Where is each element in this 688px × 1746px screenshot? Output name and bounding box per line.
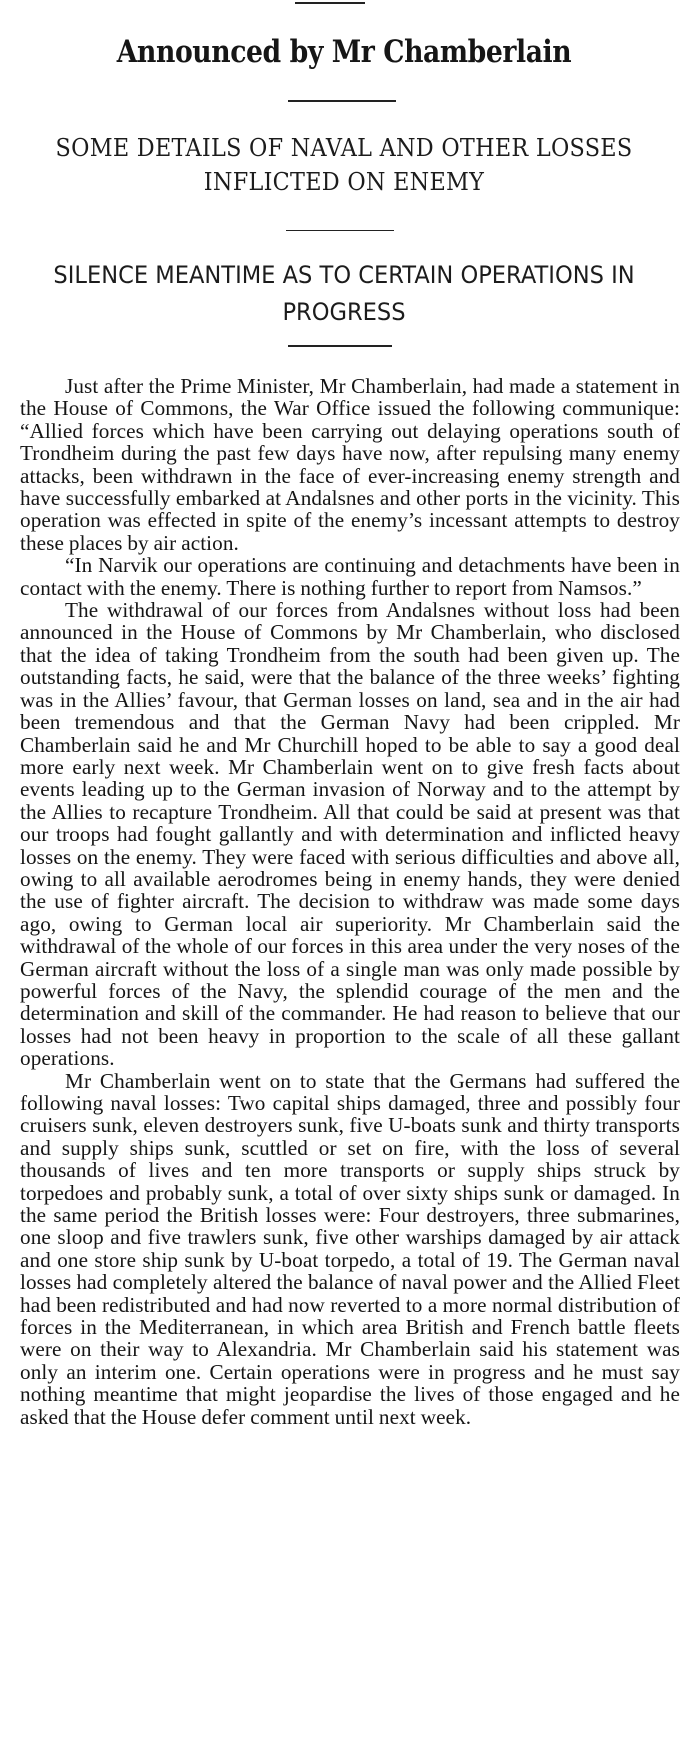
article-paragraph: The withdrawal of our forces from Andalsnes without loss had been announced in the House of Commons by Mr Chamberlain, who disclosed that the idea of taking Trondheim from the south had been given up. The outstanding facts, he said, were that the balance of the three weeks’ fighting was in the Allies’ favour, that German losses on land, sea and in the air had been tremendous and that the German Navy had been crippled. Mr Chamberlain said he and Mr Churchill hoped to be able to say a good deal more early next week. Mr Chamberlain went on to give fresh facts about events leading up to the German invasion of Norway and to the attempt by the Allies to recapture Trondheim. All that could be said at present was that our troops had fought gallantly and with determination and inflicted heavy losses on the enemy. They were faced with serious difficulties and above all, owing to all available aerodromes being in enemy hands, they were denied the use of fighter aircraft. The decision to withdraw was made some days ago, owing to German local air superiority. Mr Chamberlain said the withdrawal of the whole of our forces in this area under the very noses of the German aircraft without the loss of a single man was only made possible by powerful forces of the Navy, the splendid courage of the men and the determination and skill of the commander. He had reason to believe that our losses had not been heavy in proportion to the scale of all these gallant operations. bbox=[20, 598, 680, 1071]
divider-rule bbox=[288, 345, 392, 347]
article-paragraph: Mr Chamberlain went on to state that the Germans had suffered the following naval losses: Two capital ships damaged, three and possibly four cruisers sunk, eleven destroyers sunk, five U-boats sunk and thirty transports and supply ships sunk, scuttled or set on fire, with the loss of several thousands of lives and ten more transports or supply ships struck by torpedoes and probably sunk, a total of over sixty ships sunk or damaged. In the same period the British losses were: Four destroyers, three submarines, one sloop and five trawlers sunk, five other warships damaged by air attack and one store ship sunk by U-boat torpedo, a total of 19. The German naval losses had completely altered the balance of naval power and the Allied Fleet had been redistributed and had now reverted to a more normal distribution of forces in the Mediterranean, in which area British and French battle fleets were on their way to Alexandria. Mr Chamberlain said his statement was only an interim one. Certain operations were in progress and he must say nothing meantime that might jeopardise the lives of those engaged and he asked that the House defer comment until next week. bbox=[20, 1068, 680, 1429]
subheadline-naval-losses: SOME DETAILS OF NAVAL AND OTHER LOSSES INFLICTED ON ENEMY bbox=[55, 134, 633, 196]
subheadline-silence: SILENCE MEANTIME AS TO CERTAIN OPERATIONS IN PROGRESS bbox=[53, 261, 635, 326]
article-paragraph: “In Narvik our operations are continuing and detachments have been in contact with the enemy. There is nothing further to report from Namsos.” bbox=[20, 553, 680, 600]
divider-rule bbox=[286, 230, 394, 231]
top-rule bbox=[295, 2, 365, 4]
headline: Announced by Mr Chamberlain bbox=[116, 34, 572, 70]
article-paragraph: Just after the Prime Minister, Mr Chamberlain, had made a statement in the House of Commons, the War Office issued the following communique: “Allied forces which have been carrying out delaying operations south of Trondheim during the past few days have now, after repulsing many enemy attacks, been withdrawn in the face of ever-increasing enemy strength and have successfully embarked at Andalsnes and other ports in the vicinity. This operation was effected in spite of the enemy’s incessant attempts to destroy these places by air action. bbox=[20, 374, 680, 555]
article-body bbox=[20, 375, 680, 1428]
divider-rule bbox=[288, 100, 396, 102]
